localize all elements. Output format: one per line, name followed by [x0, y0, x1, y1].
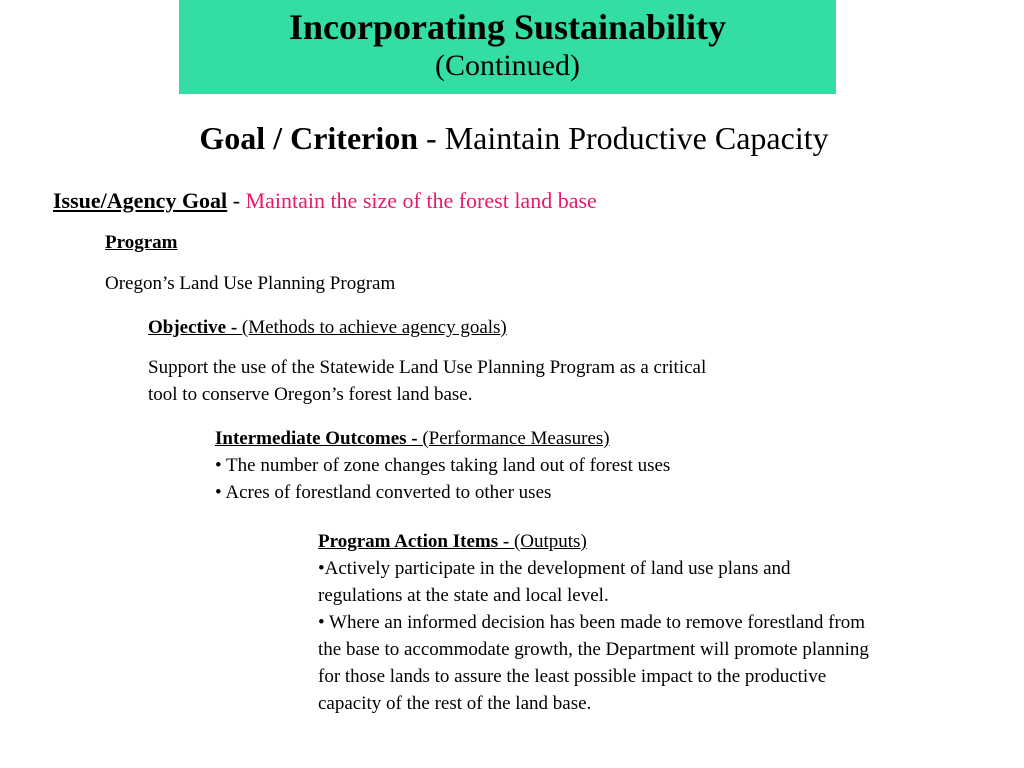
- action-line: the base to accommodate growth, the Department will promote planning: [318, 639, 869, 660]
- action-line: capacity of the rest of the land base.: [318, 693, 592, 714]
- outcome-item: • The number of zone changes taking land out of forest uses: [215, 455, 671, 476]
- action-line: •Actively participate in the development of land use plans and: [318, 558, 791, 579]
- outcomes-label: Intermediate Outcomes -: [215, 428, 423, 449]
- issue-text: Maintain the size of the forest land base: [245, 188, 597, 213]
- goal-text: Maintain Productive Capacity: [444, 120, 829, 156]
- objective-heading: [148, 314, 507, 341]
- actions-heading: [318, 528, 998, 555]
- intermediate-outcomes: [215, 425, 835, 506]
- slide-title: Incorporating Sustainability: [288, 7, 727, 47]
- issue-separator: -: [227, 188, 246, 213]
- objective-text: [148, 354, 838, 408]
- slide-subtitle: (Continued): [435, 49, 580, 82]
- objective-line: Support the use of the Statewide Land Use Planning Program as a critical: [148, 357, 707, 378]
- objective-line: tool to conserve Oregon’s forest land base.: [148, 384, 473, 405]
- program-heading-text: Program: [105, 232, 178, 253]
- title-banner: [179, 0, 836, 94]
- objective-label: Objective -: [148, 317, 242, 338]
- action-line: • Where an informed decision has been made to remove forestland from: [318, 612, 866, 633]
- program-name: Oregon’s Land Use Planning Program: [105, 273, 396, 294]
- goal-separator: -: [418, 120, 445, 156]
- issue-agency-goal: [53, 186, 597, 216]
- program-heading: [105, 229, 177, 256]
- issue-label: Issue/Agency Goal: [53, 188, 228, 213]
- outcomes-heading: [215, 425, 835, 452]
- objective-note: (Methods to achieve agency goals): [241, 317, 507, 338]
- outcomes-note: (Performance Measures): [422, 428, 610, 449]
- outcome-item: • Acres of forestland converted to other uses: [215, 482, 552, 503]
- action-line: regulations at the state and local level.: [318, 585, 609, 606]
- action-line: for those lands to assure the least possible impact to the productive: [318, 666, 827, 687]
- program-action-items: [318, 528, 998, 717]
- goal-criterion: [0, 118, 1024, 158]
- goal-label: Goal / Criterion: [199, 120, 419, 156]
- actions-label: Program Action Items -: [318, 531, 514, 552]
- actions-note: (Outputs): [513, 531, 587, 552]
